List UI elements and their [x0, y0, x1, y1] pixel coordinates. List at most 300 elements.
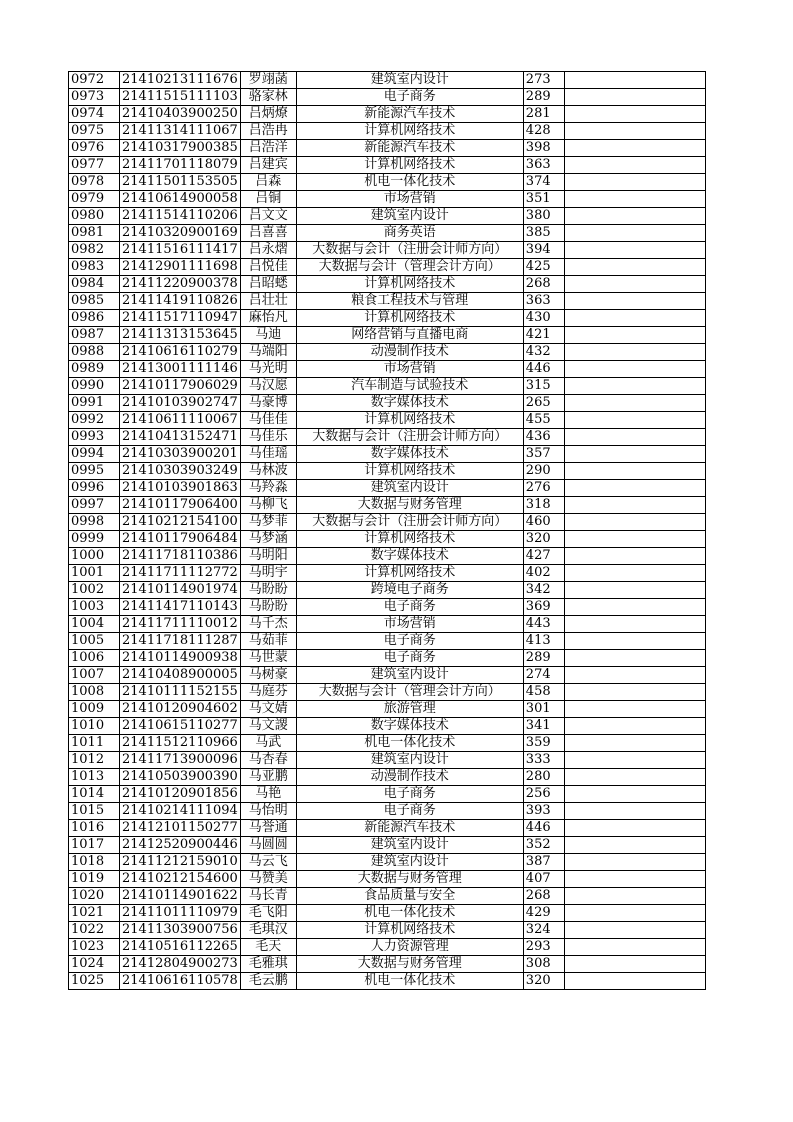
- remarks-cell: [564, 650, 705, 667]
- major-cell: 数字媒体技术: [296, 718, 523, 735]
- table-row: [69, 412, 706, 429]
- table-row: [69, 531, 706, 548]
- student-name-cell: 吕悦佳: [240, 259, 296, 276]
- student-name-cell: 马艳: [240, 786, 296, 803]
- score-cell: 318: [523, 497, 564, 514]
- major-cell: 网络营销与直播电商: [296, 327, 523, 344]
- major-cell: 计算机网络技术: [296, 123, 523, 140]
- student-name-cell: 马羚淼: [240, 480, 296, 497]
- remarks-cell: [564, 820, 705, 837]
- roster-table: [68, 71, 706, 990]
- row-number-cell: 1003: [69, 599, 120, 616]
- remarks-cell: [564, 582, 705, 599]
- table-row: [69, 684, 706, 701]
- student-name-cell: 马文婧: [240, 701, 296, 718]
- major-cell: 电子商务: [296, 599, 523, 616]
- student-name-cell: 吕森: [240, 174, 296, 191]
- major-cell: 机电一体化技术: [296, 973, 523, 990]
- student-name-cell: 骆家林: [240, 89, 296, 106]
- student-name-cell: 马茹菲: [240, 633, 296, 650]
- row-number-cell: 1019: [69, 871, 120, 888]
- row-number-cell: 0975: [69, 123, 120, 140]
- remarks-cell: [564, 412, 705, 429]
- major-cell: 计算机网络技术: [296, 922, 523, 939]
- table-row: [69, 956, 706, 973]
- major-cell: 计算机网络技术: [296, 531, 523, 548]
- row-number-cell: 0980: [69, 208, 120, 225]
- table-row: [69, 395, 706, 412]
- table-row: [69, 123, 706, 140]
- candidate-id-cell: 21411515111103: [120, 89, 241, 106]
- table-row: [69, 446, 706, 463]
- major-cell: 计算机网络技术: [296, 276, 523, 293]
- candidate-id-cell: 21412101150277: [120, 820, 241, 837]
- student-name-cell: 马怡明: [240, 803, 296, 820]
- row-number-cell: 0988: [69, 344, 120, 361]
- row-number-cell: 0998: [69, 514, 120, 531]
- student-name-cell: 马亚鹏: [240, 769, 296, 786]
- score-cell: 436: [523, 429, 564, 446]
- remarks-cell: [564, 361, 705, 378]
- score-cell: 273: [523, 72, 564, 89]
- major-cell: 人力资源管理: [296, 939, 523, 956]
- score-cell: 387: [523, 854, 564, 871]
- candidate-id-cell: 21410503900390: [120, 769, 241, 786]
- score-cell: 290: [523, 463, 564, 480]
- table-row: [69, 225, 706, 242]
- row-number-cell: 1008: [69, 684, 120, 701]
- remarks-cell: [564, 344, 705, 361]
- student-name-cell: 吕喜喜: [240, 225, 296, 242]
- major-cell: 数字媒体技术: [296, 446, 523, 463]
- major-cell: 电子商务: [296, 89, 523, 106]
- remarks-cell: [564, 446, 705, 463]
- remarks-cell: [564, 191, 705, 208]
- score-cell: 380: [523, 208, 564, 225]
- table-row: [69, 650, 706, 667]
- major-cell: 新能源汽车技术: [296, 140, 523, 157]
- major-cell: 数字媒体技术: [296, 548, 523, 565]
- candidate-id-cell: 21411011110979: [120, 905, 241, 922]
- remarks-cell: [564, 973, 705, 990]
- candidate-id-cell: 21410614900058: [120, 191, 241, 208]
- student-name-cell: 马盼盼: [240, 582, 296, 599]
- major-cell: 新能源汽车技术: [296, 820, 523, 837]
- candidate-id-cell: 21410320900169: [120, 225, 241, 242]
- table-row: [69, 191, 706, 208]
- student-name-cell: 马圆圆: [240, 837, 296, 854]
- candidate-id-cell: 21411516111417: [120, 242, 241, 259]
- candidate-id-cell: 21410103902747: [120, 395, 241, 412]
- candidate-id-cell: 21410212154600: [120, 871, 241, 888]
- remarks-cell: [564, 667, 705, 684]
- major-cell: 计算机网络技术: [296, 310, 523, 327]
- remarks-cell: [564, 140, 705, 157]
- table-row: [69, 344, 706, 361]
- row-number-cell: 0976: [69, 140, 120, 157]
- major-cell: 大数据与会计（管理会计方向）: [296, 259, 523, 276]
- row-number-cell: 1016: [69, 820, 120, 837]
- student-name-cell: 吕永熠: [240, 242, 296, 259]
- remarks-cell: [564, 123, 705, 140]
- score-cell: 458: [523, 684, 564, 701]
- row-number-cell: 1018: [69, 854, 120, 871]
- candidate-id-cell: 21410213111676: [120, 72, 241, 89]
- candidate-id-cell: 21411303900756: [120, 922, 241, 939]
- row-number-cell: 0977: [69, 157, 120, 174]
- score-cell: 385: [523, 225, 564, 242]
- remarks-cell: [564, 378, 705, 395]
- row-number-cell: 1013: [69, 769, 120, 786]
- row-number-cell: 0979: [69, 191, 120, 208]
- row-number-cell: 1011: [69, 735, 120, 752]
- score-cell: 342: [523, 582, 564, 599]
- score-cell: 402: [523, 565, 564, 582]
- row-number-cell: 1022: [69, 922, 120, 939]
- student-name-cell: 毛天: [240, 939, 296, 956]
- candidate-id-cell: 21410212154100: [120, 514, 241, 531]
- row-number-cell: 1024: [69, 956, 120, 973]
- remarks-cell: [564, 395, 705, 412]
- score-cell: 351: [523, 191, 564, 208]
- major-cell: 数字媒体技术: [296, 395, 523, 412]
- student-name-cell: 马明宇: [240, 565, 296, 582]
- student-name-cell: 马柳飞: [240, 497, 296, 514]
- major-cell: 汽车制造与试验技术: [296, 378, 523, 395]
- score-cell: 369: [523, 599, 564, 616]
- student-name-cell: 毛云鹏: [240, 973, 296, 990]
- remarks-cell: [564, 854, 705, 871]
- candidate-id-cell: 21411517110947: [120, 310, 241, 327]
- score-cell: 374: [523, 174, 564, 191]
- score-cell: 289: [523, 89, 564, 106]
- student-name-cell: 毛琪汉: [240, 922, 296, 939]
- score-cell: 429: [523, 905, 564, 922]
- row-number-cell: 0973: [69, 89, 120, 106]
- major-cell: 商务英语: [296, 225, 523, 242]
- score-cell: 357: [523, 446, 564, 463]
- table-row: [69, 293, 706, 310]
- student-name-cell: 马梦涵: [240, 531, 296, 548]
- candidate-id-cell: 21410117906484: [120, 531, 241, 548]
- candidate-id-cell: 21410303900201: [120, 446, 241, 463]
- student-name-cell: 马长青: [240, 888, 296, 905]
- major-cell: 计算机网络技术: [296, 157, 523, 174]
- student-name-cell: 马盼盼: [240, 599, 296, 616]
- student-name-cell: 马佳佳: [240, 412, 296, 429]
- remarks-cell: [564, 803, 705, 820]
- remarks-cell: [564, 531, 705, 548]
- candidate-id-cell: 21411718110386: [120, 548, 241, 565]
- candidate-id-cell: 21411514110206: [120, 208, 241, 225]
- candidate-id-cell: 21411313153645: [120, 327, 241, 344]
- student-name-cell: 马武: [240, 735, 296, 752]
- remarks-cell: [564, 174, 705, 191]
- score-cell: 394: [523, 242, 564, 259]
- table-row: [69, 803, 706, 820]
- student-name-cell: 马明阳: [240, 548, 296, 565]
- score-cell: 268: [523, 888, 564, 905]
- score-cell: 443: [523, 616, 564, 633]
- remarks-cell: [564, 701, 705, 718]
- candidate-id-cell: 21411501153505: [120, 174, 241, 191]
- table-row: [69, 140, 706, 157]
- row-number-cell: 0989: [69, 361, 120, 378]
- student-name-cell: 马文謖: [240, 718, 296, 735]
- student-name-cell: 马世蒙: [240, 650, 296, 667]
- score-cell: 320: [523, 531, 564, 548]
- row-number-cell: 1002: [69, 582, 120, 599]
- table-row: [69, 276, 706, 293]
- major-cell: 大数据与会计（管理会计方向）: [296, 684, 523, 701]
- major-cell: 动漫制作技术: [296, 344, 523, 361]
- table-row: [69, 259, 706, 276]
- row-number-cell: 1020: [69, 888, 120, 905]
- remarks-cell: [564, 599, 705, 616]
- row-number-cell: 0990: [69, 378, 120, 395]
- table-row: [69, 157, 706, 174]
- score-cell: 268: [523, 276, 564, 293]
- candidate-id-cell: 21412520900446: [120, 837, 241, 854]
- remarks-cell: [564, 463, 705, 480]
- table-row: [69, 973, 706, 990]
- candidate-id-cell: 21411417110143: [120, 599, 241, 616]
- score-cell: 265: [523, 395, 564, 412]
- major-cell: 建筑室内设计: [296, 208, 523, 225]
- candidate-id-cell: 21410408900005: [120, 667, 241, 684]
- table-row: [69, 854, 706, 871]
- row-number-cell: 0974: [69, 106, 120, 123]
- student-name-cell: 马树豪: [240, 667, 296, 684]
- score-cell: 363: [523, 293, 564, 310]
- remarks-cell: [564, 616, 705, 633]
- table-row: [69, 72, 706, 89]
- remarks-cell: [564, 871, 705, 888]
- score-cell: 413: [523, 633, 564, 650]
- row-number-cell: 1010: [69, 718, 120, 735]
- score-cell: 425: [523, 259, 564, 276]
- table-row: [69, 310, 706, 327]
- student-name-cell: 马梦菲: [240, 514, 296, 531]
- major-cell: 电子商务: [296, 633, 523, 650]
- candidate-id-cell: 21413001111146: [120, 361, 241, 378]
- row-number-cell: 1021: [69, 905, 120, 922]
- remarks-cell: [564, 684, 705, 701]
- student-name-cell: 吕文文: [240, 208, 296, 225]
- student-name-cell: 马誉通: [240, 820, 296, 837]
- row-number-cell: 1014: [69, 786, 120, 803]
- major-cell: 建筑室内设计: [296, 667, 523, 684]
- table-row: [69, 905, 706, 922]
- major-cell: 大数据与会计（注册会计师方向）: [296, 242, 523, 259]
- student-name-cell: 马豪博: [240, 395, 296, 412]
- major-cell: 大数据与会计（注册会计师方向）: [296, 514, 523, 531]
- major-cell: 计算机网络技术: [296, 463, 523, 480]
- row-number-cell: 1023: [69, 939, 120, 956]
- remarks-cell: [564, 106, 705, 123]
- table-row: [69, 548, 706, 565]
- table-row: [69, 429, 706, 446]
- major-cell: 市场营销: [296, 361, 523, 378]
- score-cell: 363: [523, 157, 564, 174]
- student-name-cell: 马光明: [240, 361, 296, 378]
- row-number-cell: 1009: [69, 701, 120, 718]
- row-number-cell: 0986: [69, 310, 120, 327]
- table-row: [69, 837, 706, 854]
- remarks-cell: [564, 888, 705, 905]
- score-cell: 446: [523, 820, 564, 837]
- major-cell: 电子商务: [296, 786, 523, 803]
- row-number-cell: 1001: [69, 565, 120, 582]
- row-number-cell: 0993: [69, 429, 120, 446]
- table-row: [69, 701, 706, 718]
- table-row: [69, 633, 706, 650]
- major-cell: 机电一体化技术: [296, 905, 523, 922]
- table-row: [69, 871, 706, 888]
- remarks-cell: [564, 259, 705, 276]
- score-cell: 421: [523, 327, 564, 344]
- score-cell: 276: [523, 480, 564, 497]
- table-row: [69, 208, 706, 225]
- candidate-id-cell: 21410317900385: [120, 140, 241, 157]
- student-name-cell: 吕浩冉: [240, 123, 296, 140]
- remarks-cell: [564, 837, 705, 854]
- row-number-cell: 0997: [69, 497, 120, 514]
- student-name-cell: 吕浩洋: [240, 140, 296, 157]
- score-cell: 446: [523, 361, 564, 378]
- student-name-cell: 吕壮壮: [240, 293, 296, 310]
- student-name-cell: 毛飞阳: [240, 905, 296, 922]
- candidate-id-cell: 21410120904602: [120, 701, 241, 718]
- candidate-id-cell: 21410403900250: [120, 106, 241, 123]
- score-cell: 359: [523, 735, 564, 752]
- remarks-cell: [564, 310, 705, 327]
- table-row: [69, 820, 706, 837]
- remarks-cell: [564, 276, 705, 293]
- table-row: [69, 718, 706, 735]
- major-cell: 电子商务: [296, 650, 523, 667]
- table-row: [69, 89, 706, 106]
- student-name-cell: 吕昭蟋: [240, 276, 296, 293]
- major-cell: 机电一体化技术: [296, 735, 523, 752]
- candidate-id-cell: 21411718111287: [120, 633, 241, 650]
- candidate-id-cell: 21411711112772: [120, 565, 241, 582]
- candidate-id-cell: 21412804900273: [120, 956, 241, 973]
- table-row: [69, 939, 706, 956]
- score-cell: 352: [523, 837, 564, 854]
- score-cell: 320: [523, 973, 564, 990]
- score-cell: 289: [523, 650, 564, 667]
- score-cell: 256: [523, 786, 564, 803]
- score-cell: 427: [523, 548, 564, 565]
- table-row: [69, 599, 706, 616]
- table-row: [69, 361, 706, 378]
- candidate-id-cell: 21411512110966: [120, 735, 241, 752]
- row-number-cell: 1007: [69, 667, 120, 684]
- remarks-cell: [564, 157, 705, 174]
- candidate-id-cell: 21410103901863: [120, 480, 241, 497]
- row-number-cell: 1017: [69, 837, 120, 854]
- student-name-cell: 吕建宾: [240, 157, 296, 174]
- row-number-cell: 1012: [69, 752, 120, 769]
- student-name-cell: 马千杰: [240, 616, 296, 633]
- major-cell: 电子商务: [296, 803, 523, 820]
- table-row: [69, 463, 706, 480]
- table-row: [69, 582, 706, 599]
- remarks-cell: [564, 225, 705, 242]
- student-name-cell: 马赞美: [240, 871, 296, 888]
- table-row: [69, 616, 706, 633]
- candidate-id-cell: 21410111152155: [120, 684, 241, 701]
- row-number-cell: 0984: [69, 276, 120, 293]
- table-row: [69, 327, 706, 344]
- roster-table-body: [69, 72, 706, 990]
- remarks-cell: [564, 939, 705, 956]
- student-name-cell: 马庭芬: [240, 684, 296, 701]
- major-cell: 大数据与会计（注册会计师方向）: [296, 429, 523, 446]
- candidate-id-cell: 21411419110826: [120, 293, 241, 310]
- major-cell: 食品质量与安全: [296, 888, 523, 905]
- row-number-cell: 0978: [69, 174, 120, 191]
- student-name-cell: 马佳瑶: [240, 446, 296, 463]
- score-cell: 341: [523, 718, 564, 735]
- row-number-cell: 0972: [69, 72, 120, 89]
- major-cell: 建筑室内设计: [296, 72, 523, 89]
- table-row: [69, 922, 706, 939]
- major-cell: 机电一体化技术: [296, 174, 523, 191]
- student-name-cell: 吕铜: [240, 191, 296, 208]
- major-cell: 建筑室内设计: [296, 480, 523, 497]
- table-row: [69, 242, 706, 259]
- row-number-cell: 0995: [69, 463, 120, 480]
- table-row: [69, 497, 706, 514]
- candidate-id-cell: 21410303903249: [120, 463, 241, 480]
- row-number-cell: 1005: [69, 633, 120, 650]
- remarks-cell: [564, 735, 705, 752]
- score-cell: 430: [523, 310, 564, 327]
- row-number-cell: 0981: [69, 225, 120, 242]
- row-number-cell: 0996: [69, 480, 120, 497]
- table-row: [69, 752, 706, 769]
- remarks-cell: [564, 956, 705, 973]
- remarks-cell: [564, 752, 705, 769]
- candidate-id-cell: 21411314111067: [120, 123, 241, 140]
- candidate-id-cell: 21411701118079: [120, 157, 241, 174]
- score-cell: 324: [523, 922, 564, 939]
- table-row: [69, 735, 706, 752]
- remarks-cell: [564, 208, 705, 225]
- candidate-id-cell: 21411212159010: [120, 854, 241, 871]
- student-name-cell: 毛雅琪: [240, 956, 296, 973]
- row-number-cell: 0987: [69, 327, 120, 344]
- score-cell: 398: [523, 140, 564, 157]
- score-cell: 333: [523, 752, 564, 769]
- table-row: [69, 769, 706, 786]
- score-cell: 407: [523, 871, 564, 888]
- score-cell: 274: [523, 667, 564, 684]
- candidate-id-cell: 21412901111698: [120, 259, 241, 276]
- table-row: [69, 667, 706, 684]
- score-cell: 432: [523, 344, 564, 361]
- row-number-cell: 0999: [69, 531, 120, 548]
- score-cell: 293: [523, 939, 564, 956]
- row-number-cell: 0985: [69, 293, 120, 310]
- remarks-cell: [564, 769, 705, 786]
- major-cell: 跨境电子商务: [296, 582, 523, 599]
- candidate-id-cell: 21411713900096: [120, 752, 241, 769]
- remarks-cell: [564, 514, 705, 531]
- row-number-cell: 0983: [69, 259, 120, 276]
